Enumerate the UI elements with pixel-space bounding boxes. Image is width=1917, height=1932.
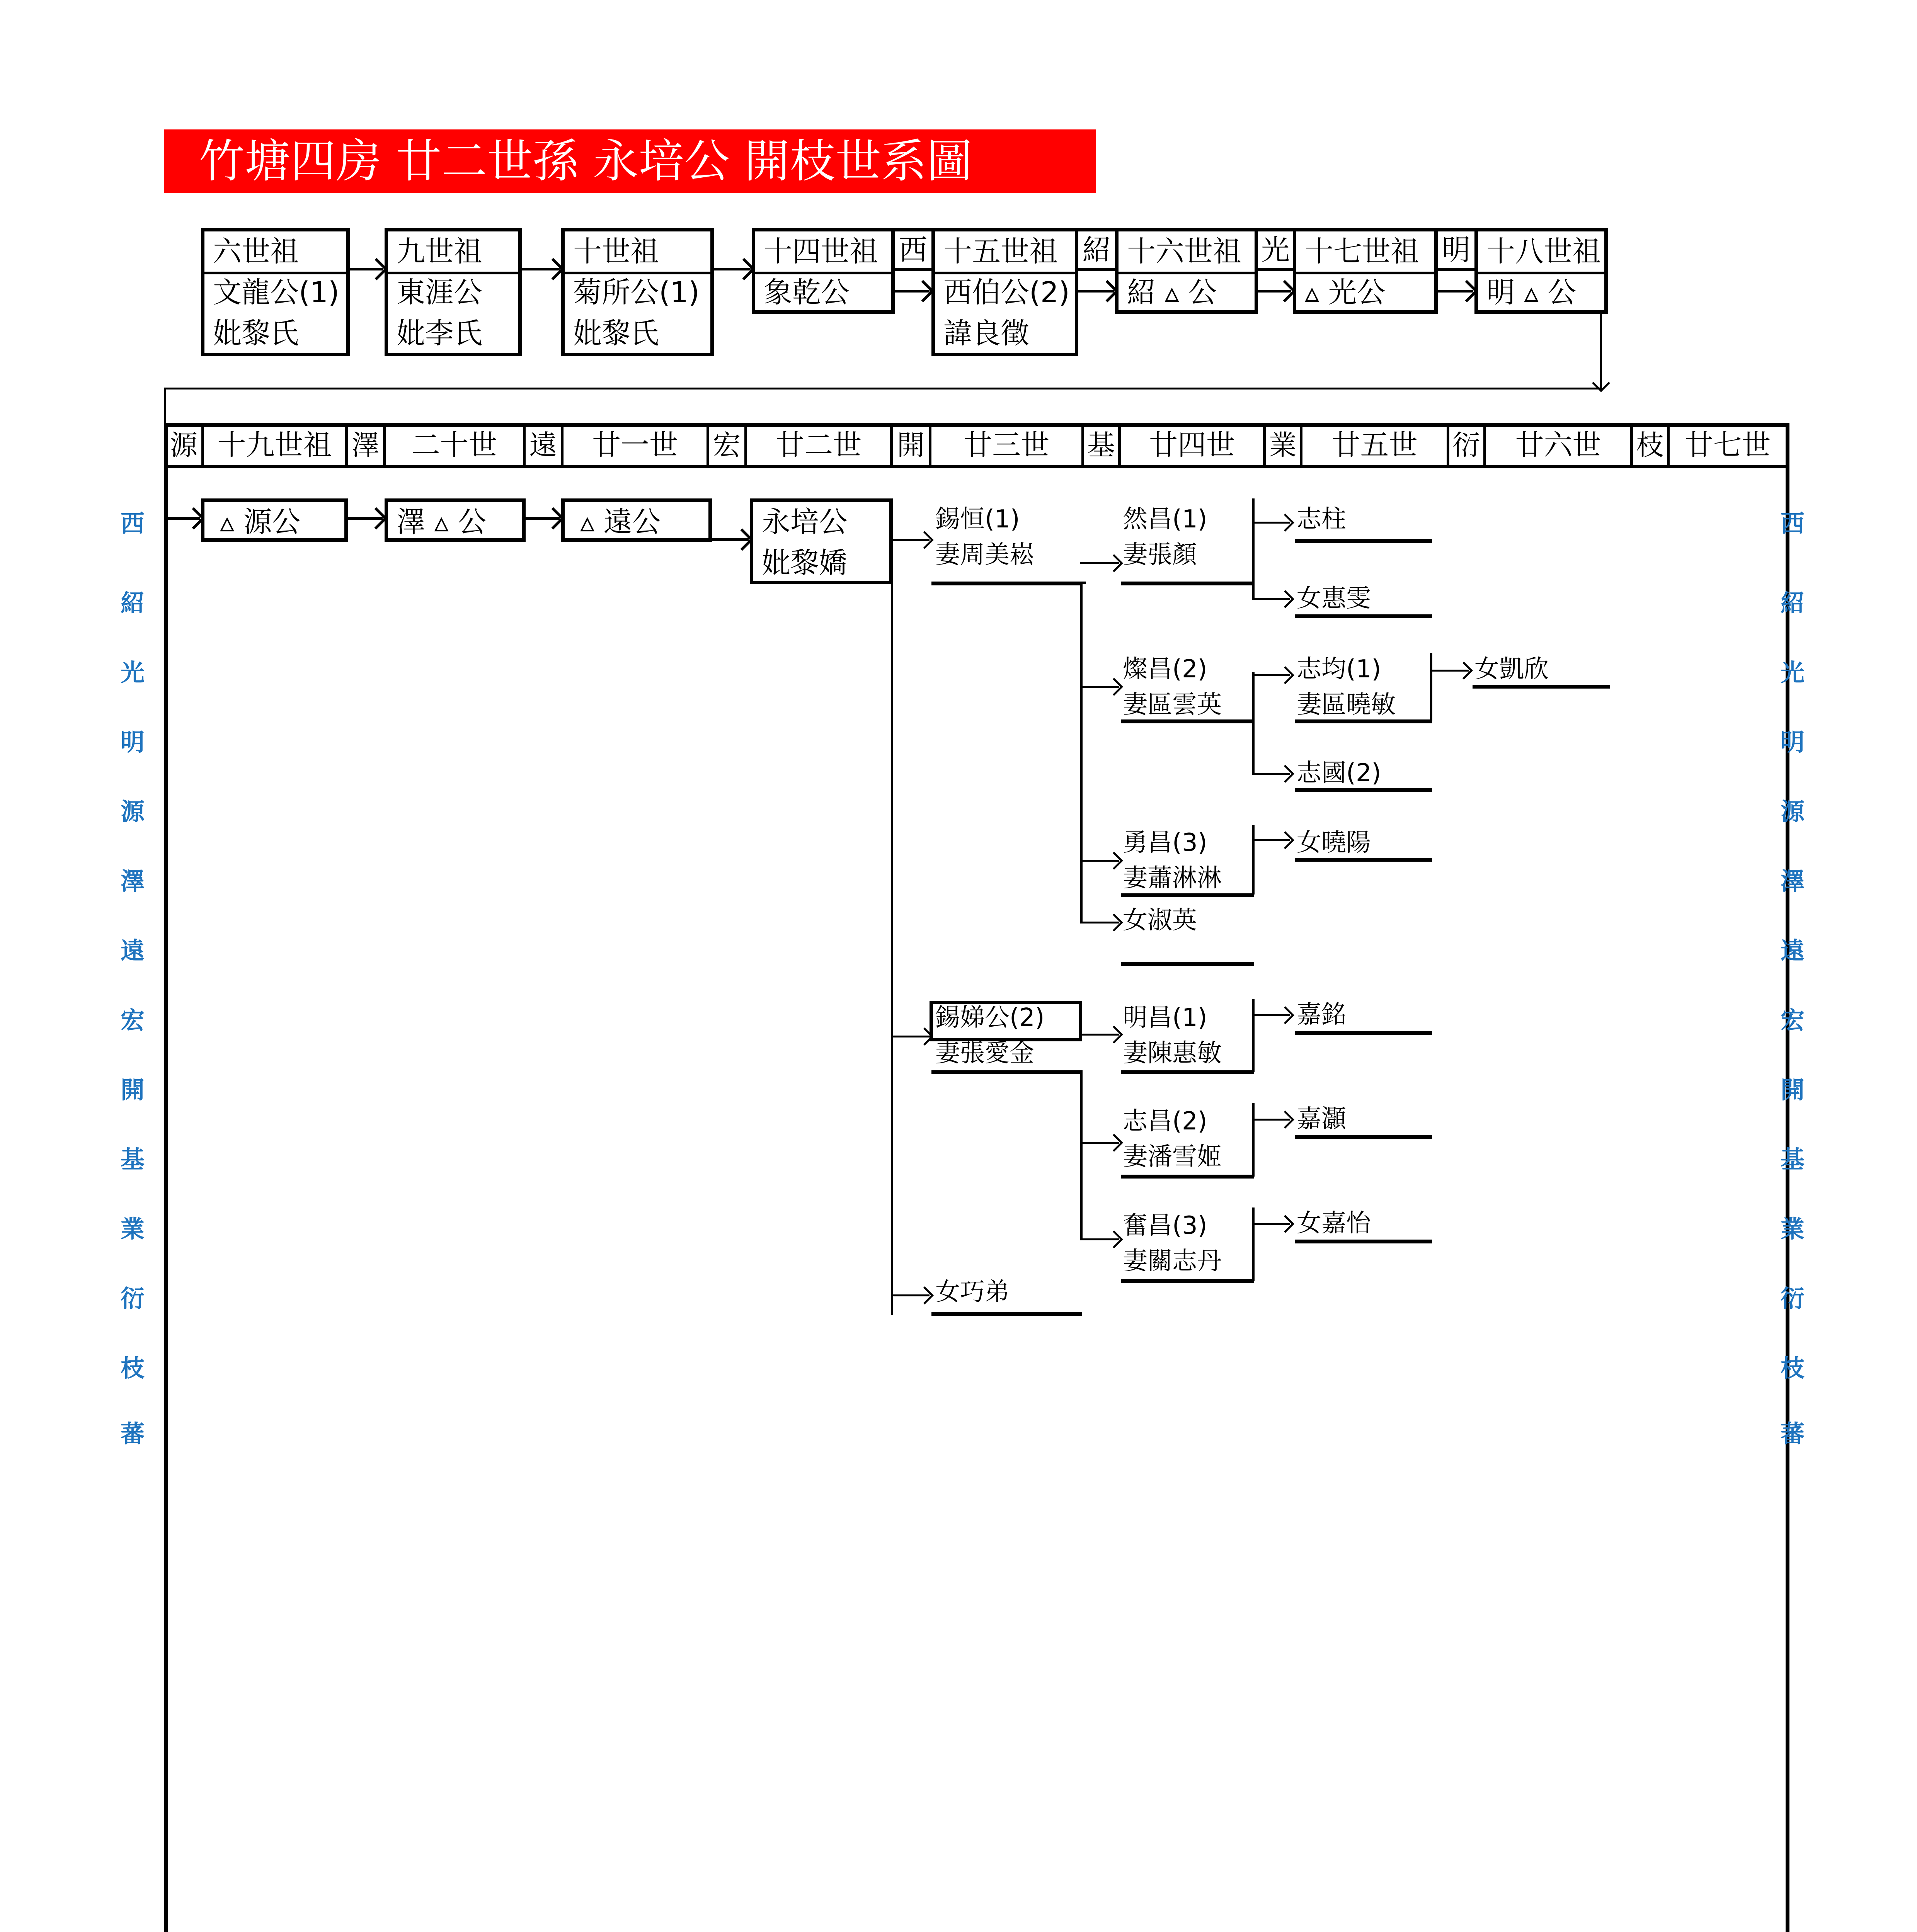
header-generation: 廿四世	[1121, 425, 1266, 468]
header-connector: 基	[1084, 425, 1121, 468]
branch-line	[1080, 1070, 1083, 1240]
side-char: 衍	[1780, 1284, 1805, 1313]
person-name: 錫恒(1)	[935, 505, 1020, 534]
person-node	[1123, 1000, 1222, 1071]
arrow-icon	[1080, 1142, 1119, 1144]
link-line	[164, 388, 1602, 389]
root-spouse: 妣黎嬌	[762, 546, 848, 580]
person-node	[1297, 1101, 1346, 1137]
root-name: 永培公	[762, 505, 848, 539]
header-generation: 十九世祖	[204, 425, 348, 468]
underline	[1295, 1240, 1432, 1243]
side-char: 紹	[1780, 589, 1805, 617]
branch-line	[1430, 653, 1432, 721]
ancestor-box-gen16	[1115, 228, 1258, 314]
arrow-icon	[1078, 290, 1114, 293]
person-node	[1123, 651, 1222, 723]
ancestor-spouse: 諱良徵	[943, 317, 1029, 350]
person-spouse: 妻周美崧	[935, 541, 1034, 569]
ancestor-generation: 十六世祖	[1119, 231, 1255, 274]
ancestor-box-gen9	[385, 228, 522, 356]
arrow-icon	[891, 539, 930, 541]
person-node	[935, 502, 1034, 573]
arrow-icon	[526, 517, 560, 520]
side-char: 衍	[120, 1284, 145, 1313]
side-char: 遠	[120, 937, 145, 965]
person-name: 明昌(1)	[1123, 1003, 1207, 1032]
side-char: 源	[1780, 798, 1805, 826]
side-char: 澤	[120, 867, 145, 895]
ancestor-box-gen15	[931, 228, 1078, 356]
branch-line	[1252, 672, 1255, 775]
ancestor-spouse: 妣黎氏	[213, 317, 299, 350]
side-char: 基	[1780, 1145, 1805, 1173]
person-name: 嘉銘	[1297, 1000, 1346, 1029]
side-char: 枝	[1780, 1354, 1805, 1382]
arrow-icon	[1080, 1034, 1119, 1036]
branch-line	[1082, 582, 1086, 584]
arrow-icon	[891, 1294, 930, 1296]
underline	[931, 1070, 1082, 1074]
ancestor-generation: 六世祖	[204, 231, 346, 274]
link-line	[164, 388, 166, 424]
underline	[1295, 539, 1432, 543]
ancestor-spouse: 妣黎氏	[573, 317, 659, 350]
person-node	[935, 1274, 1010, 1310]
underline	[931, 1312, 1082, 1316]
person-name: 女惠雯	[1297, 584, 1371, 613]
ancestor-name: 紹 ▵ 公	[1127, 276, 1217, 309]
person-node	[1297, 581, 1371, 616]
header-generation: 廿五世	[1302, 425, 1449, 468]
person-node	[935, 1000, 1045, 1071]
person-node	[1297, 502, 1346, 537]
ancestor-box-gen18	[1474, 228, 1608, 314]
header-generation: 廿七世	[1670, 425, 1786, 468]
person-spouse: 妻區曉敏	[1297, 690, 1396, 719]
person-name: 志昌(2)	[1123, 1107, 1207, 1136]
person-name: 女嘉怡	[1297, 1209, 1371, 1238]
person-name: 女凱欣	[1474, 655, 1549, 684]
connector-char: 光	[1258, 228, 1293, 271]
arrow-icon	[1080, 860, 1119, 862]
ancestor-name: 明 ▵ 公	[1486, 276, 1577, 309]
person-node	[1297, 997, 1346, 1032]
person-name: 志柱	[1297, 505, 1346, 534]
arrow-icon	[712, 538, 749, 541]
arrow-icon	[1252, 522, 1290, 524]
underline	[1473, 685, 1610, 689]
arrow-icon	[1080, 1238, 1119, 1240]
ancestor-name: 文龍公(1)	[213, 276, 339, 309]
ancestor-name: 象乾公	[764, 276, 850, 309]
connector-char: 紹	[1078, 228, 1115, 271]
side-char: 光	[1780, 658, 1805, 687]
header-connector: 源	[166, 425, 204, 468]
person-name: 女巧弟	[935, 1278, 1010, 1306]
person-name: 志國(2)	[1297, 759, 1381, 787]
branch-line	[1252, 999, 1255, 1072]
underline	[1121, 962, 1254, 966]
arrow-icon	[895, 290, 930, 293]
side-char: 蕃	[120, 1420, 145, 1448]
person-name: 然昌(1)	[1123, 505, 1207, 534]
header-connector: 澤	[348, 425, 386, 468]
person-spouse: 妻蕭淋淋	[1123, 864, 1222, 893]
ancestor-generation: 十世祖	[565, 231, 710, 274]
arrow-icon	[1252, 598, 1290, 600]
ancestor-spouse: 妣李氏	[397, 317, 482, 350]
ancestor-generation: 十七世祖	[1296, 231, 1434, 274]
arrow-icon	[522, 268, 560, 270]
person-node	[1123, 502, 1207, 573]
side-char: 基	[120, 1145, 145, 1173]
header-connector: 衍	[1449, 425, 1486, 468]
person-node	[1123, 1208, 1222, 1279]
down-arrow-icon	[1600, 314, 1602, 388]
ancestor-name: 東涯公	[397, 276, 482, 309]
person-name: 燦昌(2)	[1123, 655, 1207, 684]
branch-line	[1252, 1208, 1255, 1281]
ancestor-name: 澤 ▵ 公	[397, 505, 487, 539]
person-spouse: 妻潘雪姬	[1123, 1143, 1222, 1171]
arrow-icon	[714, 268, 751, 270]
ancestor-name: 菊所公(1)	[573, 276, 700, 309]
header-connector: 枝	[1633, 425, 1670, 468]
ancestor-generation: 九世祖	[388, 231, 518, 274]
person-spouse: 妻張顏	[1123, 541, 1197, 569]
side-char: 遠	[1780, 937, 1805, 965]
underline	[1295, 788, 1432, 792]
side-char: 西	[120, 509, 145, 537]
side-char: 枝	[120, 1354, 145, 1382]
ancestor-generation: 十五世祖	[935, 231, 1075, 274]
ancestor-name: 西伯公(2)	[943, 276, 1070, 309]
side-char: 紹	[120, 589, 145, 617]
connector-char: 明	[1438, 228, 1474, 271]
ancestor-name: ▵ 光公	[1305, 276, 1386, 309]
branch-line	[1252, 825, 1255, 895]
person-spouse: 妻區雲英	[1123, 690, 1222, 719]
arrow-icon	[1080, 562, 1119, 564]
ancestor-generation: 十八世祖	[1478, 231, 1604, 274]
arrow-icon	[1252, 674, 1290, 676]
person-node	[1474, 651, 1549, 687]
underline	[1295, 719, 1432, 723]
underline	[1295, 858, 1432, 862]
side-char: 光	[120, 658, 145, 687]
underline	[1121, 1175, 1254, 1179]
arrow-icon	[348, 517, 383, 520]
header-connector: 宏	[709, 425, 747, 468]
header-generation: 廿三世	[931, 425, 1084, 468]
person-name: 女淑英	[1123, 906, 1197, 935]
side-char: 開	[120, 1076, 145, 1104]
person-spouse: 妻陳惠敏	[1123, 1039, 1222, 1068]
arrow-icon	[1080, 922, 1119, 923]
page-title: 竹塘四房 廿二世孫 永培公 開枝世系圖	[164, 129, 1096, 193]
ancestor-box-gen10	[561, 228, 714, 356]
arrow-icon	[1252, 773, 1290, 775]
arrow-icon	[1252, 839, 1290, 841]
underline	[1295, 1031, 1432, 1035]
root-person-box	[750, 498, 893, 584]
person-name: 奮昌(3)	[1123, 1211, 1207, 1240]
person-node	[1123, 1104, 1222, 1175]
header-connector: 開	[893, 425, 931, 468]
person-spouse: 妻關志丹	[1123, 1247, 1222, 1276]
arrow-icon	[1080, 686, 1119, 688]
side-char: 宏	[1780, 1006, 1805, 1034]
header-connector: 業	[1266, 425, 1302, 468]
header-generation: 廿二世	[747, 425, 893, 468]
arrow-icon	[1252, 1223, 1290, 1225]
person-name: 錫娣公(2)	[935, 1003, 1045, 1032]
branch-line	[1252, 582, 1255, 599]
person-spouse: 妻張愛金	[935, 1039, 1034, 1068]
branch-line	[891, 584, 893, 1315]
ancestor-generation: 十四世祖	[755, 231, 891, 274]
person-name: 志均(1)	[1297, 655, 1381, 684]
person-node	[1123, 903, 1197, 938]
ancestor-box-gen14	[752, 228, 895, 314]
arrow-icon	[1258, 290, 1291, 293]
person-name: 嘉灝	[1297, 1105, 1346, 1133]
underline	[1121, 582, 1254, 585]
person-name: 勇昌(3)	[1123, 828, 1207, 857]
side-char: 開	[1780, 1076, 1805, 1104]
underline	[931, 582, 1082, 585]
underline	[1121, 893, 1254, 897]
side-char: 業	[120, 1215, 145, 1243]
ancestor-box-gen21	[561, 498, 712, 542]
person-name: 女曉陽	[1297, 828, 1371, 857]
side-char: 明	[120, 728, 145, 756]
branch-line	[1080, 582, 1083, 923]
ancestor-name: ▵ 遠公	[580, 505, 661, 539]
underline	[1295, 614, 1432, 618]
underline	[1121, 719, 1254, 723]
person-node	[1123, 825, 1222, 896]
arrow-icon	[1252, 1119, 1290, 1121]
header-generation: 廿一世	[564, 425, 709, 468]
ancestor-box-gen19	[201, 498, 348, 542]
side-char: 蕃	[1780, 1420, 1805, 1448]
lineage-frame	[164, 423, 1789, 1932]
underline	[1121, 1279, 1254, 1283]
underline	[1121, 1070, 1254, 1074]
header-generation: 廿六世	[1486, 425, 1633, 468]
ancestor-box-gen6	[201, 228, 350, 356]
branch-line	[1252, 1103, 1255, 1177]
branch-line	[1252, 498, 1255, 583]
arrow-icon	[166, 517, 200, 520]
side-char: 宏	[120, 1006, 145, 1034]
header-generation: 二十世	[386, 425, 526, 468]
person-node	[1297, 651, 1396, 723]
side-char: 源	[120, 798, 145, 826]
person-node	[1297, 755, 1381, 791]
arrow-icon	[350, 268, 383, 270]
connector-char: 西	[895, 228, 931, 271]
side-char: 明	[1780, 728, 1805, 756]
arrow-icon	[891, 1036, 930, 1037]
header-connector: 遠	[526, 425, 564, 468]
side-char: 業	[1780, 1215, 1805, 1243]
ancestor-box-gen17	[1293, 228, 1438, 314]
arrow-icon	[1252, 1014, 1290, 1016]
underline	[1295, 1135, 1432, 1139]
person-node	[1297, 825, 1371, 861]
person-node	[1297, 1206, 1371, 1241]
side-char: 澤	[1780, 867, 1805, 895]
ancestor-name: ▵ 源公	[220, 505, 301, 539]
side-char: 西	[1780, 509, 1805, 537]
arrow-icon	[1438, 290, 1473, 293]
ancestor-box-gen20	[385, 498, 526, 542]
arrow-icon	[1430, 670, 1469, 672]
